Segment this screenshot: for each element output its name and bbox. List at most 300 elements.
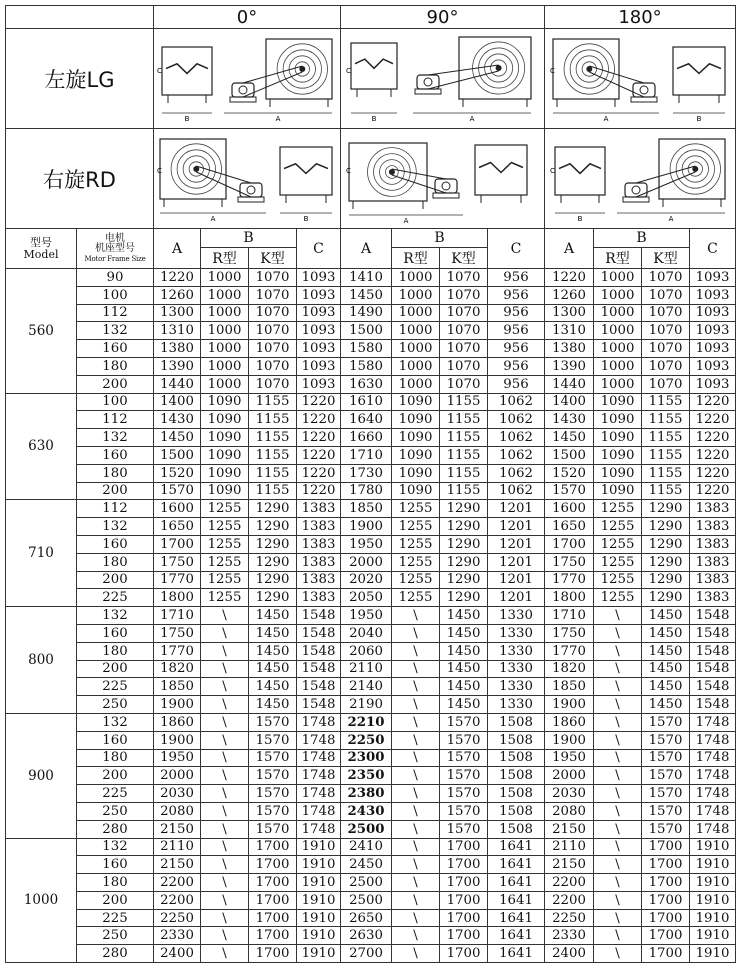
cell-a-180: 1900 [545, 731, 594, 749]
fan-housing [266, 39, 332, 99]
cell-c-90: 1062 [488, 411, 545, 429]
cell-a-0: 1750 [154, 624, 201, 642]
cell-a-180: 2080 [545, 802, 594, 820]
cell-r-90: 1000 [392, 269, 440, 287]
cell-c-180: 1748 [690, 802, 736, 820]
cell-a-90: 2040 [341, 624, 392, 642]
cell-a-180: 1860 [545, 713, 594, 731]
cell-r-0: 1090 [201, 393, 249, 411]
cell-a-90: 1950 [341, 607, 392, 625]
cell-motor: 180 [77, 874, 154, 892]
cell-r-90: \ [392, 678, 440, 696]
cell-r-0: 1255 [201, 518, 249, 536]
belt [589, 66, 644, 83]
cell-a-180: 1220 [545, 269, 594, 287]
cell-r-90: 1255 [392, 500, 440, 518]
cell-k-90: 1155 [440, 482, 488, 500]
cell-k-180: 1450 [642, 642, 690, 660]
cell-r-0: 1255 [201, 589, 249, 607]
cell-k-0: 1570 [249, 820, 297, 838]
cell-a-90: 1640 [341, 411, 392, 429]
cell-k-90: 1570 [440, 713, 488, 731]
cell-c-180: 1548 [690, 624, 736, 642]
dimension-label: C [345, 66, 351, 75]
cell-c-90: 956 [488, 286, 545, 304]
cell-k-0: 1155 [249, 411, 297, 429]
cell-k-90: 1290 [440, 571, 488, 589]
cell-r-0: \ [201, 802, 249, 820]
cell-a-90: 1850 [341, 500, 392, 518]
cell-k-0: 1700 [249, 838, 297, 856]
cell-r-90: 1090 [392, 411, 440, 429]
cell-k-0: 1570 [249, 713, 297, 731]
cell-a-0: 1850 [154, 678, 201, 696]
cell-a-90: 2210 [341, 713, 392, 731]
cell-k-180: 1570 [642, 802, 690, 820]
motor-base [433, 193, 459, 198]
cell-r-90: 1090 [392, 482, 440, 500]
cell-k-0: 1155 [249, 482, 297, 500]
cell-r-0: \ [201, 856, 249, 874]
cell-a-180: 1750 [545, 624, 594, 642]
cell-r-180: 1255 [594, 553, 642, 571]
cell-a-0: 2150 [154, 856, 201, 874]
cell-a-90: 2430 [341, 802, 392, 820]
cell-motor: 160 [77, 731, 154, 749]
cell-a-90: 1580 [341, 340, 392, 358]
table-row [6, 909, 736, 927]
table-row [6, 322, 736, 340]
cell-c-90: 1508 [488, 713, 545, 731]
cell-a-90: 2050 [341, 589, 392, 607]
cell-r-90: 1000 [392, 304, 440, 322]
table-row [6, 696, 736, 714]
cell-a-90: 1900 [341, 518, 392, 536]
cell-c-180: 1220 [690, 411, 736, 429]
cell-r-180: 1000 [594, 269, 642, 287]
cell-k-90: 1700 [440, 909, 488, 927]
cell-k-180: 1570 [642, 767, 690, 785]
cell-k-90: 1700 [440, 945, 488, 963]
cell-r-180: \ [594, 802, 642, 820]
cell-motor: 250 [77, 802, 154, 820]
cell-a-180: 2200 [545, 891, 594, 909]
motor-body [240, 183, 262, 197]
cell-c-90: 956 [488, 375, 545, 393]
fan-housing [553, 39, 619, 99]
dimension-label: A [403, 216, 408, 225]
cell-r-180: \ [594, 838, 642, 856]
cell-a-180: 2200 [545, 874, 594, 892]
cell-c-0: 1383 [297, 535, 341, 553]
cell-c-180: 1383 [690, 571, 736, 589]
col-r-0: R型 [201, 248, 249, 269]
cell-r-0: \ [201, 678, 249, 696]
cell-c-0: 1548 [297, 607, 341, 625]
cell-r-0: \ [201, 838, 249, 856]
cell-k-0: 1450 [249, 607, 297, 625]
cell-a-0: 1440 [154, 375, 201, 393]
cell-c-90: 1508 [488, 802, 545, 820]
cell-a-0: 1400 [154, 393, 201, 411]
cell-k-0: 1155 [249, 446, 297, 464]
cell-a-180: 2000 [545, 767, 594, 785]
table-row [6, 856, 736, 874]
cell-a-90: 2350 [341, 767, 392, 785]
cell-a-0: 1650 [154, 518, 201, 536]
cell-r-90: \ [392, 909, 440, 927]
cell-k-0: 1290 [249, 571, 297, 589]
cell-a-180: 1520 [545, 464, 594, 482]
cell-c-90: 1330 [488, 678, 545, 696]
table-row [6, 642, 736, 660]
cell-c-180: 1383 [690, 535, 736, 553]
cell-k-180: 1290 [642, 589, 690, 607]
table-row [6, 731, 736, 749]
cell-r-180: \ [594, 731, 642, 749]
cell-r-90: \ [392, 767, 440, 785]
cell-r-90: \ [392, 856, 440, 874]
model-cell: 900 [6, 713, 77, 838]
impeller-profile [479, 162, 523, 172]
cell-motor: 132 [77, 713, 154, 731]
cell-k-180: 1700 [642, 874, 690, 892]
cell-k-0: 1570 [249, 749, 297, 767]
fan-side-view [673, 47, 725, 95]
dimension-label: B [184, 114, 190, 123]
cell-a-0: 1450 [154, 429, 201, 447]
cell-c-0: 1548 [297, 642, 341, 660]
cell-k-90: 1570 [440, 749, 488, 767]
cell-c-90: 956 [488, 269, 545, 287]
cell-a-90: 2000 [341, 553, 392, 571]
cell-r-180: 1000 [594, 286, 642, 304]
cell-a-180: 1770 [545, 571, 594, 589]
cell-r-90: 1000 [392, 340, 440, 358]
cell-c-0: 1220 [297, 464, 341, 482]
cell-r-90: 1255 [392, 518, 440, 536]
cell-k-180: 1450 [642, 660, 690, 678]
model-cell: 560 [6, 269, 77, 394]
cell-k-90: 1155 [440, 446, 488, 464]
cell-c-0: 1093 [297, 340, 341, 358]
cell-c-90: 1508 [488, 767, 545, 785]
cell-r-0: \ [201, 749, 249, 767]
cell-c-180: 1093 [690, 357, 736, 375]
motor-base [230, 97, 256, 102]
cell-c-0: 1093 [297, 286, 341, 304]
cell-r-0: \ [201, 945, 249, 963]
cell-c-0: 1910 [297, 856, 341, 874]
cell-a-90: 2500 [341, 891, 392, 909]
cell-a-180: 1750 [545, 553, 594, 571]
cell-k-0: 1570 [249, 731, 297, 749]
cell-c-180: 1093 [690, 304, 736, 322]
cell-a-0: 2110 [154, 838, 201, 856]
cell-k-180: 1155 [642, 482, 690, 500]
table-row [6, 891, 736, 909]
cell-c-0: 1383 [297, 518, 341, 536]
cell-k-90: 1570 [440, 767, 488, 785]
cell-k-0: 1700 [249, 874, 297, 892]
motor-header-cn1: 电机 [105, 232, 125, 244]
cell-motor: 132 [77, 838, 154, 856]
cell-a-180: 1600 [545, 500, 594, 518]
cell-a-180: 1800 [545, 589, 594, 607]
angle-180: 180° [545, 6, 736, 29]
cell-r-0: 1000 [201, 322, 249, 340]
cell-r-90: \ [392, 891, 440, 909]
cell-r-180: 1000 [594, 375, 642, 393]
cell-k-90: 1155 [440, 429, 488, 447]
cell-r-90: 1090 [392, 446, 440, 464]
cell-a-90: 1580 [341, 357, 392, 375]
cell-c-180: 1548 [690, 607, 736, 625]
cell-a-90: 1490 [341, 304, 392, 322]
cell-a-0: 1820 [154, 660, 201, 678]
cell-k-180: 1290 [642, 518, 690, 536]
motor-pulley [247, 186, 255, 194]
cell-k-0: 1700 [249, 891, 297, 909]
table-row [6, 589, 736, 607]
rotation-label-right: 右旋RD [6, 129, 154, 229]
motor-pulley [442, 182, 450, 190]
cell-c-90: 1062 [488, 464, 545, 482]
fan-side-view [475, 145, 527, 195]
cell-c-0: 1748 [297, 802, 341, 820]
cell-r-180: \ [594, 874, 642, 892]
cell-a-0: 1950 [154, 749, 201, 767]
cell-k-90: 1450 [440, 678, 488, 696]
cell-motor: 132 [77, 518, 154, 536]
cell-r-90: \ [392, 624, 440, 642]
cell-c-180: 1748 [690, 731, 736, 749]
cell-r-180: 1000 [594, 322, 642, 340]
cell-r-180: \ [594, 607, 642, 625]
cell-c-0: 1220 [297, 411, 341, 429]
cell-k-90: 1570 [440, 802, 488, 820]
cell-a-0: 1770 [154, 571, 201, 589]
cell-r-0: 1000 [201, 340, 249, 358]
table-row [6, 785, 736, 803]
cell-c-0: 1548 [297, 660, 341, 678]
cell-k-0: 1070 [249, 304, 297, 322]
cell-k-0: 1700 [249, 927, 297, 945]
cell-c-90: 956 [488, 304, 545, 322]
table-row [6, 411, 736, 429]
cell-motor: 132 [77, 607, 154, 625]
cell-r-180: \ [594, 713, 642, 731]
cell-r-180: 1000 [594, 304, 642, 322]
cell-r-180: \ [594, 660, 642, 678]
corner-cell [6, 6, 154, 29]
cell-r-90: 1090 [392, 429, 440, 447]
motor-base [623, 197, 649, 202]
cell-k-90: 1570 [440, 731, 488, 749]
cell-a-90: 2300 [341, 749, 392, 767]
fan-housing [459, 37, 531, 99]
cell-a-90: 1730 [341, 464, 392, 482]
cell-c-180: 1748 [690, 749, 736, 767]
cell-motor: 250 [77, 927, 154, 945]
motor-body [633, 83, 655, 97]
cell-k-180: 1155 [642, 446, 690, 464]
cell-r-0: 1000 [201, 269, 249, 287]
table-row [6, 767, 736, 785]
cell-a-0: 1900 [154, 696, 201, 714]
cell-k-180: 1290 [642, 500, 690, 518]
cell-r-90: \ [392, 642, 440, 660]
cell-r-0: 1000 [201, 375, 249, 393]
table-row [6, 927, 736, 945]
cell-k-90: 1450 [440, 624, 488, 642]
cell-r-90: \ [392, 749, 440, 767]
col-k-180: K型 [642, 248, 690, 269]
cell-motor: 160 [77, 856, 154, 874]
table-row [6, 802, 736, 820]
cell-c-90: 1508 [488, 820, 545, 838]
cell-a-90: 1500 [341, 322, 392, 340]
cell-a-90: 2110 [341, 660, 392, 678]
cell-c-0: 1748 [297, 731, 341, 749]
cell-a-0: 1220 [154, 269, 201, 287]
cell-r-90: 1000 [392, 286, 440, 304]
cell-k-180: 1070 [642, 357, 690, 375]
impeller-profile [355, 59, 393, 68]
cell-k-90: 1070 [440, 375, 488, 393]
cell-a-0: 2250 [154, 909, 201, 927]
cell-motor: 225 [77, 678, 154, 696]
cell-c-0: 1548 [297, 696, 341, 714]
cell-c-90: 1062 [488, 482, 545, 500]
impeller-profile [559, 163, 601, 173]
cell-k-90: 1290 [440, 535, 488, 553]
cell-c-180: 1910 [690, 874, 736, 892]
cell-k-0: 1155 [249, 393, 297, 411]
cell-c-180: 1910 [690, 856, 736, 874]
cell-motor: 112 [77, 411, 154, 429]
cell-k-180: 1700 [642, 927, 690, 945]
cell-k-0: 1700 [249, 856, 297, 874]
cell-k-0: 1070 [249, 269, 297, 287]
cell-c-180: 1383 [690, 589, 736, 607]
cell-k-90: 1070 [440, 304, 488, 322]
cell-r-90: \ [392, 713, 440, 731]
model-header-cn: 型号 [30, 235, 52, 249]
cell-c-180: 1220 [690, 446, 736, 464]
fan-side-view [162, 47, 212, 95]
cell-k-0: 1155 [249, 464, 297, 482]
cell-a-0: 1800 [154, 589, 201, 607]
cell-k-180: 1070 [642, 375, 690, 393]
cell-a-180: 2150 [545, 820, 594, 838]
cell-a-0: 2150 [154, 820, 201, 838]
cell-a-180: 1950 [545, 749, 594, 767]
cell-r-90: \ [392, 820, 440, 838]
cell-r-180: 1255 [594, 535, 642, 553]
cell-c-90: 1201 [488, 571, 545, 589]
cell-r-180: \ [594, 820, 642, 838]
cell-k-180: 1155 [642, 429, 690, 447]
cell-r-90: 1090 [392, 464, 440, 482]
motor-header-en: Motor Frame Size [84, 254, 146, 263]
cell-a-180: 1390 [545, 357, 594, 375]
cell-a-90: 1610 [341, 393, 392, 411]
cell-a-0: 1570 [154, 482, 201, 500]
cell-r-90: 1000 [392, 322, 440, 340]
cell-a-0: 2200 [154, 891, 201, 909]
dimension-label: C [345, 166, 351, 175]
cell-c-0: 1093 [297, 375, 341, 393]
col-r-180: R型 [594, 248, 642, 269]
cell-c-0: 1093 [297, 322, 341, 340]
cell-c-90: 1330 [488, 607, 545, 625]
cell-a-0: 2200 [154, 874, 201, 892]
table-row [6, 357, 736, 375]
motor-pulley [239, 86, 247, 94]
cell-a-90: 2410 [341, 838, 392, 856]
dimension-label: B [696, 114, 702, 123]
cell-a-90: 2650 [341, 909, 392, 927]
impeller-profile [284, 163, 328, 173]
cell-a-180: 1900 [545, 696, 594, 714]
cell-c-0: 1383 [297, 589, 341, 607]
cell-a-0: 1430 [154, 411, 201, 429]
table-row [6, 678, 736, 696]
fan-diagram-right-180 [545, 129, 736, 229]
fan-diagram-right-90 [341, 129, 545, 229]
col-b-0: B [201, 229, 297, 248]
cell-r-180: \ [594, 749, 642, 767]
cell-k-180: 1570 [642, 713, 690, 731]
cell-motor: 180 [77, 464, 154, 482]
cell-r-180: 1255 [594, 589, 642, 607]
impeller-profile [677, 63, 721, 73]
cell-motor: 112 [77, 304, 154, 322]
cell-k-180: 1700 [642, 838, 690, 856]
cell-k-90: 1450 [440, 642, 488, 660]
cell-k-90: 1290 [440, 518, 488, 536]
col-c-180: C [690, 229, 736, 269]
cell-c-0: 1910 [297, 945, 341, 963]
cell-r-180: 1255 [594, 518, 642, 536]
cell-c-0: 1220 [297, 429, 341, 447]
col-c-90: C [488, 229, 545, 269]
cell-motor: 200 [77, 571, 154, 589]
fan-diagram-left-180 [545, 29, 736, 129]
cell-k-90: 1700 [440, 874, 488, 892]
cell-a-0: 2330 [154, 927, 201, 945]
col-a-180: A [545, 229, 594, 269]
cell-k-0: 1070 [249, 286, 297, 304]
cell-k-0: 1290 [249, 589, 297, 607]
cell-r-180: \ [594, 624, 642, 642]
cell-r-90: \ [392, 660, 440, 678]
cell-c-180: 1220 [690, 393, 736, 411]
cell-r-180: 1090 [594, 482, 642, 500]
dimension-label: A [469, 114, 474, 123]
cell-c-180: 1748 [690, 713, 736, 731]
cell-r-180: 1000 [594, 357, 642, 375]
dimension-label: C [550, 166, 555, 175]
cell-k-0: 1070 [249, 375, 297, 393]
cell-c-90: 1641 [488, 927, 545, 945]
cell-motor: 160 [77, 624, 154, 642]
cell-r-0: \ [201, 785, 249, 803]
cell-k-180: 1155 [642, 464, 690, 482]
cell-k-0: 1570 [249, 767, 297, 785]
model-cell: 630 [6, 393, 77, 500]
